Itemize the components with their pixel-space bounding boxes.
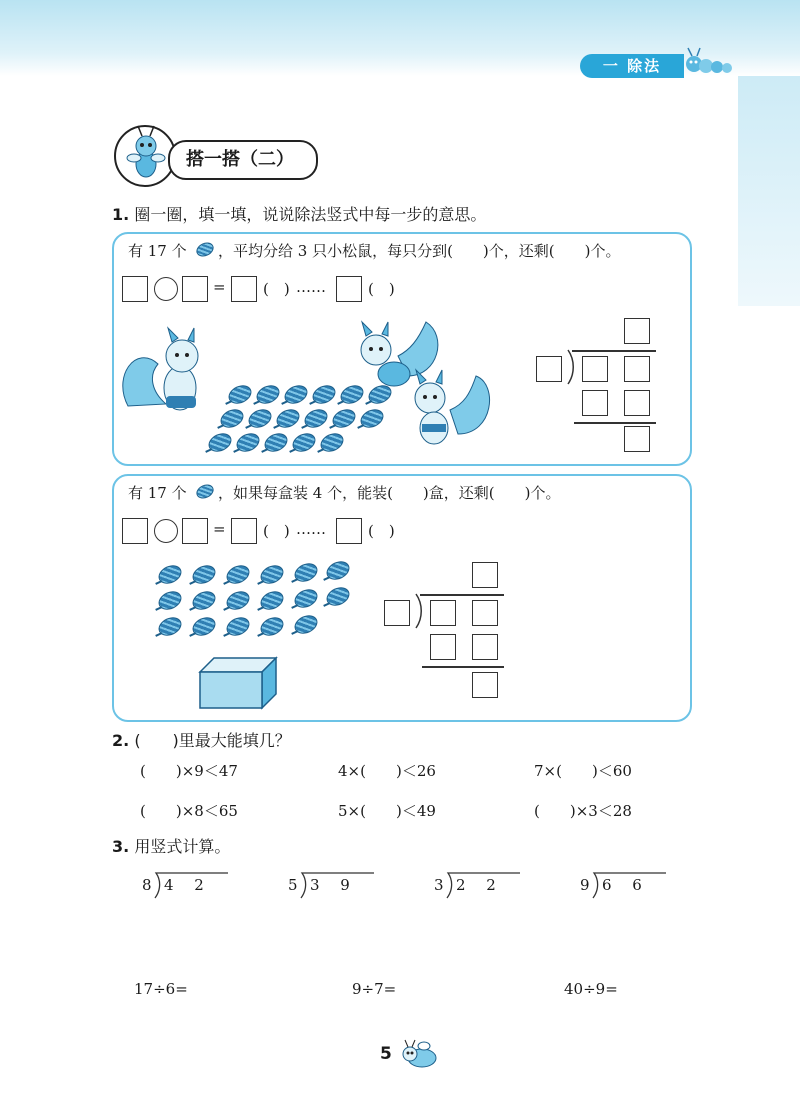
divisor-box[interactable]: [536, 356, 562, 382]
remainder-box[interactable]: [624, 426, 650, 452]
panel-prompt-end: ，平均分给 3 只小松鼠，每只分到( )个，还剩( )个。: [218, 242, 621, 260]
panel-prompt-end: ，如果每盒装 4 个，能装( )盒，还剩( )个。: [218, 484, 561, 502]
dividend: 3 9: [310, 876, 358, 894]
pinecone-icon: [194, 482, 216, 501]
quotient-paren: ( ): [263, 280, 290, 298]
divisor: 3: [434, 876, 444, 894]
panel-boxes: [112, 474, 692, 722]
dividend: 2 2: [456, 876, 504, 894]
product-box[interactable]: [624, 390, 650, 416]
remainder-dots: ……: [296, 278, 326, 296]
answer-box[interactable]: [231, 518, 257, 544]
division-expression[interactable]: 17÷6=: [134, 980, 188, 998]
divisor: 5: [288, 876, 298, 894]
quotient-box[interactable]: [624, 318, 650, 344]
subtraction-line: [422, 666, 504, 668]
pinecone-icon: [226, 382, 255, 408]
question-2: [112, 728, 291, 751]
squirrel-icon: [398, 364, 498, 456]
pinecone-icon: [254, 382, 283, 408]
remainder-paren: ( ): [368, 280, 395, 298]
inequality-item[interactable]: ( )×8＜65: [140, 802, 238, 820]
quotient-box[interactable]: [472, 562, 498, 588]
pinecone-icon: [292, 586, 321, 612]
pinecone-icon: [156, 562, 185, 588]
answer-box[interactable]: [122, 518, 148, 544]
answer-box[interactable]: [122, 276, 148, 302]
remainder-box[interactable]: [472, 672, 498, 698]
pinecone-icon: [224, 614, 253, 640]
answer-box[interactable]: [182, 276, 208, 302]
pinecone-icon: [282, 382, 311, 408]
bee-footer-icon: [398, 1038, 442, 1070]
product-box[interactable]: [430, 634, 456, 660]
division-bracket: [414, 592, 424, 630]
pinecone-icon: [190, 614, 219, 640]
pinecone-icon: [190, 588, 219, 614]
chapter-tab: 一 除法: [580, 54, 684, 78]
question-text: 用竖式计算。: [134, 837, 231, 856]
panel-prompt-start: 有 17 个: [128, 242, 187, 260]
side-banner: [738, 76, 800, 306]
question-text: 圈一圈，填一填，说说除法竖式中每一步的意思。: [134, 205, 487, 224]
page-number: 5: [380, 1044, 392, 1064]
pinecone-icon: [194, 240, 216, 259]
division-expression[interactable]: 9÷7=: [352, 980, 397, 998]
caterpillar-icon: [684, 44, 740, 78]
pinecone-icon: [234, 430, 263, 456]
pinecone-icon: [156, 614, 185, 640]
pinecone-icon: [324, 584, 353, 610]
pinecone-icon: [302, 406, 331, 432]
pinecone-icon: [246, 406, 275, 432]
pinecone-icon: [190, 562, 219, 588]
divisor: 8: [142, 876, 152, 894]
panel-prompt-start: 有 17 个: [128, 484, 187, 502]
section-title: 搭一搭（二）: [168, 140, 318, 180]
pinecone-icon: [292, 612, 321, 638]
operator-circle[interactable]: [154, 519, 178, 543]
divisor: 9: [580, 876, 590, 894]
answer-box[interactable]: [231, 276, 257, 302]
remainder-paren: ( ): [368, 522, 395, 540]
divisor-box[interactable]: [384, 600, 410, 626]
inequality-item[interactable]: 7×( )＜60: [534, 762, 632, 780]
dividend-box[interactable]: [624, 356, 650, 382]
box-icon: [198, 656, 280, 710]
pinecone-icon: [330, 406, 359, 432]
equals-sign: =: [213, 520, 226, 538]
inequality-item[interactable]: ( )×3＜28: [534, 802, 632, 820]
quotient-paren: ( ): [263, 522, 290, 540]
question-text: ( )里最大能填几？: [134, 731, 291, 750]
inequality-item[interactable]: 5×( )＜49: [338, 802, 436, 820]
pinecone-icon: [310, 382, 339, 408]
subtraction-line: [574, 422, 656, 424]
pinecone-icon: [358, 406, 387, 432]
dividend-box[interactable]: [430, 600, 456, 626]
pinecone-icon: [156, 588, 185, 614]
question-number: 1.: [112, 205, 130, 224]
squirrel-icon: [118, 326, 222, 422]
division-expression[interactable]: 40÷9=: [564, 980, 618, 998]
dividend: 6 6: [602, 876, 650, 894]
division-bar: [420, 594, 504, 596]
division-bar: [572, 350, 656, 352]
answer-box[interactable]: [336, 518, 362, 544]
pinecone-icon: [274, 406, 303, 432]
operator-circle[interactable]: [154, 277, 178, 301]
question-number: 3.: [112, 837, 130, 856]
pinecone-icon: [258, 562, 287, 588]
inequality-item[interactable]: 4×( )＜26: [338, 762, 436, 780]
question-number: 2.: [112, 731, 130, 750]
panel-squirrels: [112, 232, 692, 466]
equals-sign: =: [213, 278, 226, 296]
pinecone-icon: [292, 560, 321, 586]
pinecone-icon: [290, 430, 319, 456]
pinecone-icon: [224, 588, 253, 614]
division-bracket: [566, 348, 576, 386]
pinecone-icon: [258, 614, 287, 640]
pinecone-icon: [206, 430, 235, 456]
dividend: 4 2: [164, 876, 212, 894]
product-box[interactable]: [472, 634, 498, 660]
pinecone-icon: [318, 430, 347, 456]
question-1: [112, 202, 486, 225]
question-3: [112, 834, 230, 857]
product-box[interactable]: [582, 390, 608, 416]
dividend-box[interactable]: [582, 356, 608, 382]
answer-box[interactable]: [182, 518, 208, 544]
answer-box[interactable]: [336, 276, 362, 302]
pinecone-icon: [324, 558, 353, 584]
remainder-dots: ……: [296, 520, 326, 538]
pinecone-icon: [224, 562, 253, 588]
pinecone-icon: [258, 588, 287, 614]
pinecone-icon: [262, 430, 291, 456]
dividend-box[interactable]: [472, 600, 498, 626]
inequality-item[interactable]: ( )×9＜47: [140, 762, 238, 780]
